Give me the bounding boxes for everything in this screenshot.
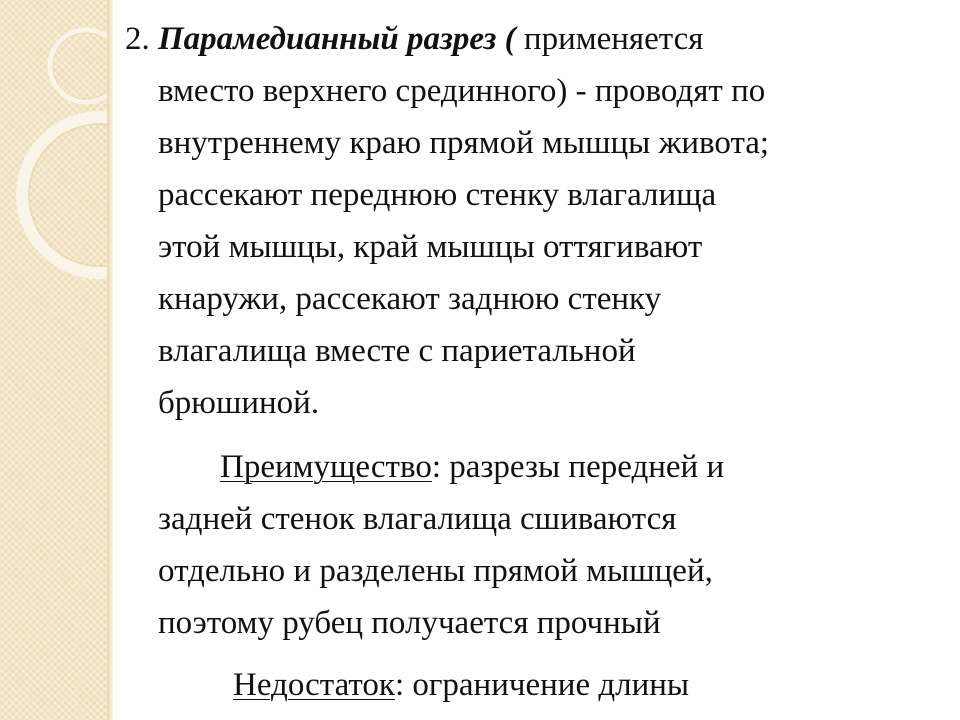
advantage-label: Преимущество (220, 449, 432, 485)
item-text-line-7: влагалища вместе с париетальной (158, 333, 636, 369)
disadvantage-text-line-1: : ограничение длины (394, 667, 690, 703)
decorative-rings (0, 0, 107, 720)
disadvantage-label: Недостаток (233, 667, 395, 703)
item-text-line-4: рассекают переднюю стенку влагалища (158, 177, 717, 213)
item-text-line-2: вместо верхнего срединного) - проводят по (158, 73, 766, 109)
item-text-line-3: внутреннему краю прямой мышцы живота; (158, 125, 770, 161)
decorative-sidebar (0, 0, 107, 720)
advantage-paragraph (125, 441, 945, 649)
item-text-line-6: кнаружи, рассекают заднюю стенку (158, 281, 662, 317)
small-ring (50, 30, 107, 102)
slide-content (125, 13, 945, 711)
item-text-line-1: применяется (523, 21, 704, 57)
large-ring (22, 117, 107, 273)
item-text-line-5: этой мышцы, край мышцы оттягивают (158, 229, 703, 265)
disadvantage-paragraph (125, 659, 945, 711)
advantage-text-line-1: : разрезы передней и (431, 449, 725, 485)
item-text-line-8: брюшиной. (158, 385, 320, 421)
item-parmedian-incision (125, 13, 945, 429)
item-number: 2. (125, 21, 150, 57)
advantage-text-line-4: поэтому рубец получается прочный (158, 605, 661, 641)
advantage-text-line-3: отдельно и разделены прямой мышцей, (158, 553, 713, 589)
item-title: Парамедианный разрез ( (149, 21, 524, 57)
advantage-text-line-2: задней стенок влагалища сшиваются (158, 501, 677, 537)
sidebar-border (107, 0, 113, 720)
